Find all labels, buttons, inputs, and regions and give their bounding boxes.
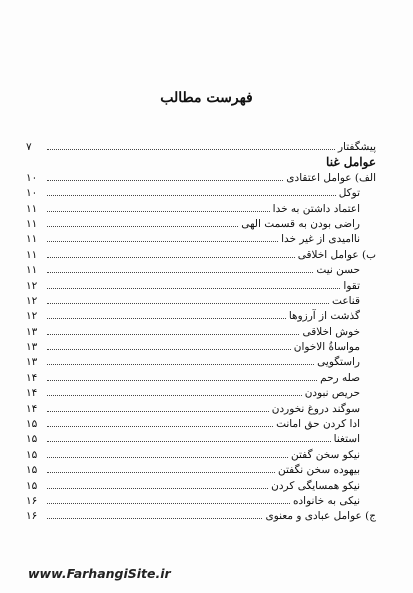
toc-entry-label: راضی بودن به قسمت الهی xyxy=(241,217,360,230)
toc-page-number: ۱۵ xyxy=(26,433,38,446)
toc-page-number: ۱۱ xyxy=(26,233,38,246)
toc-page-number: ۷ xyxy=(26,141,32,153)
toc-page-number: ۱۵ xyxy=(26,448,38,461)
toc-page-number: ۱۱ xyxy=(26,264,38,277)
leader-dots xyxy=(47,294,329,304)
toc-page-number: ۱۵ xyxy=(26,479,38,492)
leader-dots xyxy=(47,186,336,196)
toc-entry-label: ادا کردن حق امانت xyxy=(276,418,360,431)
toc-page-number: ۱۶ xyxy=(26,510,38,523)
leader-dots xyxy=(47,494,290,504)
toc-row xyxy=(26,186,376,201)
leader-dots xyxy=(47,309,286,319)
leader-dots xyxy=(47,479,268,489)
toc-page-number: ۱۴ xyxy=(26,371,38,384)
toc-row xyxy=(26,402,376,417)
toc-page-number: ۱۴ xyxy=(26,402,38,415)
toc-page-number: ۱۲ xyxy=(26,294,38,307)
toc-entry-label: توکل xyxy=(338,187,360,200)
toc-page-number: ۱۱ xyxy=(26,248,38,261)
leader-dots xyxy=(47,232,278,242)
table-of-contents xyxy=(26,140,376,525)
toc-entry-label: حسن نیت xyxy=(316,264,360,277)
toc-page-number: ۱۳ xyxy=(26,325,38,338)
toc-row xyxy=(26,140,376,155)
leader-dots xyxy=(47,448,288,458)
toc-entry-label: تقوا xyxy=(343,279,360,292)
leader-dots xyxy=(47,463,275,473)
toc-row xyxy=(26,325,376,340)
leader-dots xyxy=(47,371,317,381)
toc-entry-label: استغنا xyxy=(333,433,360,446)
toc-page-number: ۱۲ xyxy=(26,310,38,323)
toc-row xyxy=(26,463,376,478)
toc-entry-label: صله رحم xyxy=(320,371,360,384)
toc-row xyxy=(26,279,376,294)
toc-entry-label: الف) عوامل اعتقادی xyxy=(286,171,376,184)
leader-dots xyxy=(47,355,314,365)
toc-row xyxy=(26,448,376,463)
toc-entry-label: حریص نبودن xyxy=(304,387,360,400)
toc-entry-label: سوگند دروغ نخوردن xyxy=(271,402,360,415)
toc-row xyxy=(26,202,376,217)
leader-dots xyxy=(47,386,302,396)
toc-page-number: ۱۳ xyxy=(26,356,38,369)
toc-entry-label: پیشگفتار xyxy=(337,141,376,153)
toc-row xyxy=(26,232,376,247)
toc-entry-label: ناامیدی از غیر خدا xyxy=(281,233,360,246)
leader-dots xyxy=(47,509,262,519)
toc-entry-label: ج) عوامل عبادی و معنوی xyxy=(265,510,376,523)
toc-entry-label: قناعت xyxy=(332,294,360,307)
toc-entry-label: خوش اخلاقی xyxy=(302,325,360,338)
toc-row xyxy=(26,509,376,524)
toc-row xyxy=(26,417,376,432)
page-title: فهرست مطالب xyxy=(160,90,253,106)
toc-row xyxy=(26,294,376,309)
toc-row xyxy=(26,171,376,186)
leader-dots xyxy=(47,140,335,150)
toc-entry-label: نیکی به خانواده xyxy=(293,494,360,507)
toc-page-number: ۱۰ xyxy=(26,187,38,200)
toc-row xyxy=(26,432,376,447)
toc-row xyxy=(26,155,376,170)
toc-page-number: ۱۱ xyxy=(26,217,38,230)
leader-dots xyxy=(47,432,331,442)
toc-page-number: ۱۳ xyxy=(26,341,38,354)
leader-dots xyxy=(47,202,270,212)
toc-entry-label: بیهوده سخن نگفتن xyxy=(278,464,360,477)
toc-row xyxy=(26,479,376,494)
toc-row xyxy=(26,386,376,401)
toc-row xyxy=(26,371,376,386)
toc-entry-label: اعتماد داشتن به خدا xyxy=(272,202,360,215)
toc-entry-label: نیکو همسایگی کردن xyxy=(271,479,360,492)
toc-entry-label: عوامل غنا xyxy=(326,155,376,170)
toc-entry-label: گذشت از آرزوها xyxy=(288,310,360,323)
toc-page-number: ۱۵ xyxy=(26,418,38,431)
toc-row xyxy=(26,494,376,509)
leader-dots xyxy=(47,217,238,227)
toc-row xyxy=(26,340,376,355)
toc-row xyxy=(26,263,376,278)
toc-row xyxy=(26,248,376,263)
toc-page-number: ۱۲ xyxy=(26,279,38,292)
footer-url: www.FarhangiSite.ir xyxy=(28,566,171,581)
toc-entry-label: مواساةُ الاخوان xyxy=(293,341,360,354)
leader-dots xyxy=(47,417,273,427)
toc-row xyxy=(26,355,376,370)
leader-dots xyxy=(47,248,295,258)
toc-entry-label: راستگویی xyxy=(317,356,360,369)
toc-entry-label: نیکو سخن گفتن xyxy=(290,448,360,461)
toc-page-number: ۱۰ xyxy=(26,171,38,184)
leader-dots xyxy=(47,279,340,289)
toc-page-number: ۱۱ xyxy=(26,202,38,215)
leader-dots xyxy=(47,402,269,412)
toc-entry-label: ب) عوامل اخلاقی xyxy=(297,248,376,261)
leader-dots xyxy=(47,263,313,273)
toc-page-number: ۱۶ xyxy=(26,494,38,507)
toc-row xyxy=(26,217,376,232)
toc-page-number: ۱۴ xyxy=(26,387,38,400)
toc-page-number: ۱۵ xyxy=(26,464,38,477)
leader-dots xyxy=(47,325,299,335)
leader-dots xyxy=(47,340,291,350)
toc-row xyxy=(26,309,376,324)
leader-dots xyxy=(47,171,283,181)
